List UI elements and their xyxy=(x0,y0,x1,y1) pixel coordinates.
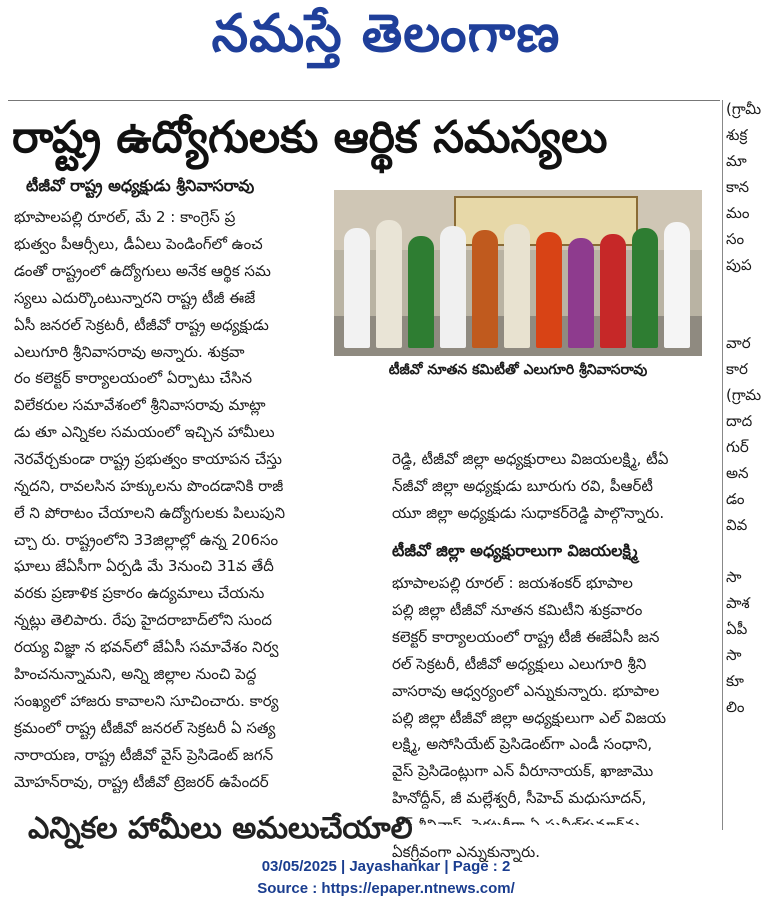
text-line: భుత్వం పీఆర్సీలు, డీఏలు పెండింగ్‌లో ఉంచ xyxy=(14,234,263,253)
text-line: కార xyxy=(726,360,748,378)
text-line: కూ xyxy=(726,672,744,690)
text-line: సం xyxy=(726,230,745,248)
column-2-bottom xyxy=(392,570,718,866)
text-line: విలేకరుల సమావేశంలో శ్రీనివాసరావు మాట్లా xyxy=(14,396,266,414)
text-line: భూపాలపల్లి రూరల్, మే 2 : కాంగ్రెస్ ప్ర xyxy=(14,208,236,226)
text-line: లక్ష్మి, అసోసియేట్ ప్రెసిడెంట్‌గా ఎండీ సంధాని, xyxy=(392,735,653,754)
text-line: సా xyxy=(726,646,742,664)
text-line: భూపాలపల్లి రూరల్ : జయశంకర్ భూపాల xyxy=(392,574,633,592)
text-line: ఏపీ xyxy=(726,620,748,638)
text-line: అన xyxy=(726,464,749,482)
text-line: న్నదని, రావలసిన హక్కులను పొందడానికి రాజీ xyxy=(14,476,284,495)
text-line: డం xyxy=(726,490,745,508)
text-line: యూ జిల్లా అధ్యక్షుడు సుధాకర్‌రెడ్డి పాల్గొన్నారు. xyxy=(392,503,665,522)
text-line: వాసరావు ఆధ్వర్యంలో ఎన్నుకున్నారు. భూపాల xyxy=(392,681,660,700)
text-line: (గ్రామ xyxy=(726,386,762,404)
text-line: డు తూ ఎన్నికల సమయంలో ఇచ్చిన హామీలు xyxy=(14,422,275,441)
text-line: మోహన్‌రావు, రాష్ట్ర టీజీవో ట్రెజరర్ ఉపేందర్ xyxy=(14,772,269,791)
text-line: నారాయణ, రాష్ట్ర టీజీవో వైస్ ప్రెసిడెంట్ జగన్ xyxy=(14,745,274,764)
text-line xyxy=(726,308,772,334)
text-line xyxy=(726,542,772,568)
sub-headline: టీజీవో జిల్లా అధ్యక్షురాలుగా విజయలక్ష్మి xyxy=(392,541,638,560)
text-line: ఘాలు జేఏసీగా ఏర్పడి మే 3నుంచి 31వ తేదీ xyxy=(14,557,274,576)
column-divider xyxy=(722,100,723,830)
text-line: ఎలుగూరి శ్రీనివాసరావు అన్నారు. శుక్రవా xyxy=(14,342,245,361)
text-line: గుర్ xyxy=(726,438,749,456)
text-line: రెడ్డి, టీజీవో జిల్లా అధ్యక్షురాలు విజయలక్ష్మి, టీఏ xyxy=(392,450,669,468)
text-line: పల్లి జిల్లా టీజీవో నూతన కమిటీని శుక్రవారం xyxy=(392,600,643,619)
text-line: నెరవేర్చకుండా రాష్ట్ర ప్రభుత్వం కాయాపన చేస్తు xyxy=(14,449,282,468)
text-line: సంఖ్యలో హాజరు కావాలని సూచించారు. కార్య xyxy=(14,691,279,710)
column-2-top xyxy=(392,446,718,527)
text-line: వరకు ప్రణాళిక ప్రకారం ఉద్యమాలు చేయను xyxy=(14,584,265,603)
next-article-headline-clipped xyxy=(8,811,720,846)
text-line: (గ్రామీ xyxy=(726,100,762,118)
footer-source-line: Source : https://epaper.ntnews.com/ xyxy=(257,880,515,897)
text-line: క్రమంలో రాష్ట్ర టీజీవో జనరల్ సెక్రటరీ ఏ సత్య xyxy=(14,718,276,737)
text-line: సా xyxy=(726,568,742,586)
text-line: మా xyxy=(726,152,747,170)
text-line: రల్ సెక్రటరీ, టీజీవో అధ్యక్షులు ఎలుగూరి శ్రీని xyxy=(392,654,647,673)
text-line: పల్లి జిల్లా టీజీవో జిల్లా అధ్యక్షులుగా ఎల్ విజయ xyxy=(392,708,666,727)
masthead xyxy=(0,0,772,72)
news-photo xyxy=(334,190,702,356)
text-line: వివ xyxy=(726,516,748,534)
page-footer xyxy=(0,856,772,900)
column-1-bottom xyxy=(14,392,384,796)
adjacent-article-strip xyxy=(726,100,772,830)
top-divider xyxy=(8,100,720,101)
text-line: స్యలు ఎదుర్కొంటున్నారని రాష్ట్ర టీజీ ఈజే xyxy=(14,288,256,307)
next-headline-text: ఎన్నికల హామీలు అమలుచేయాలి xyxy=(28,811,413,846)
text-line: చ్చా రు. రాష్ట్రంలోని 33జిల్లాల్లో ఉన్న 206సం xyxy=(14,530,279,549)
text-line: న్‌జీవో జిల్లా అధ్యక్షుడు బూరుగు రవి, పీఆర్‌టీ xyxy=(392,476,654,495)
text-line: కలెక్టర్ కార్యాలయంలో రాష్ట్ర టీజీ ఈజేఏసీ జన xyxy=(392,627,660,646)
text-line: కాన xyxy=(726,178,750,196)
article-byline: టీజీవో రాష్ట్ర అధ్యక్షుడు శ్రీనివాసరావు xyxy=(26,176,255,195)
text-line: రం కలెక్టర్ కార్యాలయంలో ఏర్పాటు చేసిన xyxy=(14,369,252,388)
text-line: ఏకగ్రీవంగా ఎన్నుకున్నారు. xyxy=(392,843,540,862)
text-line: లిం xyxy=(726,698,745,716)
article-headline: రాష్ట్ర ఉద్యోగులకు ఆర్థిక సమస్యలు xyxy=(12,112,608,163)
masthead-title: నమస్తే తెలంగాణ xyxy=(211,4,561,64)
footer-date-line: 03/05/2025 | Jayashankar | Page : 2 xyxy=(261,858,511,875)
text-line: రయ్య విజ్ఞా న భవన్‌లో జేఏసీ సమావేశం నిర్వ xyxy=(14,638,279,657)
text-line: ఏసీ జనరల్ సెక్రటరీ, టీజీవో రాష్ట్ర అధ్యక్షుడు xyxy=(14,315,269,334)
text-line xyxy=(726,282,772,308)
text-line: శుక్ర xyxy=(726,126,748,144)
photo-caption: టీజీవో నూతన కమిటీతో ఎలుగూరి శ్రీనివాసరావు xyxy=(388,362,648,378)
text-line: పుప xyxy=(726,256,752,274)
text-line: పాశ xyxy=(726,594,750,612)
text-line: న్నట్లు తెలిపారు. రేపు హైదరాబాద్‌లోని సుంద xyxy=(14,611,272,630)
text-line: వార xyxy=(726,334,751,352)
text-line: దాద xyxy=(726,412,753,430)
text-line: డంతో రాష్ట్రంలో ఉద్యోగులు అనేక ఆర్థిక సమ xyxy=(14,261,271,280)
text-line: లే ని పోరాటం చేయాలని ఉద్యోగులకు పిలుపుని xyxy=(14,503,286,522)
text-line: హించనున్నామని, అన్ని జిల్లాల నుంచి పెద్ద xyxy=(14,665,257,684)
text-line: హినోద్దీన్, జీ మల్లేశ్వరీ, సీహెచ్ మధుసూదన్, xyxy=(392,789,647,808)
column-1-top xyxy=(14,204,332,392)
text-line: వైస్ ప్రెసిడెంట్లుగా ఎన్ వీరూనాయక్, ఖాజామొ xyxy=(392,762,654,781)
text-line: మం xyxy=(726,204,750,222)
